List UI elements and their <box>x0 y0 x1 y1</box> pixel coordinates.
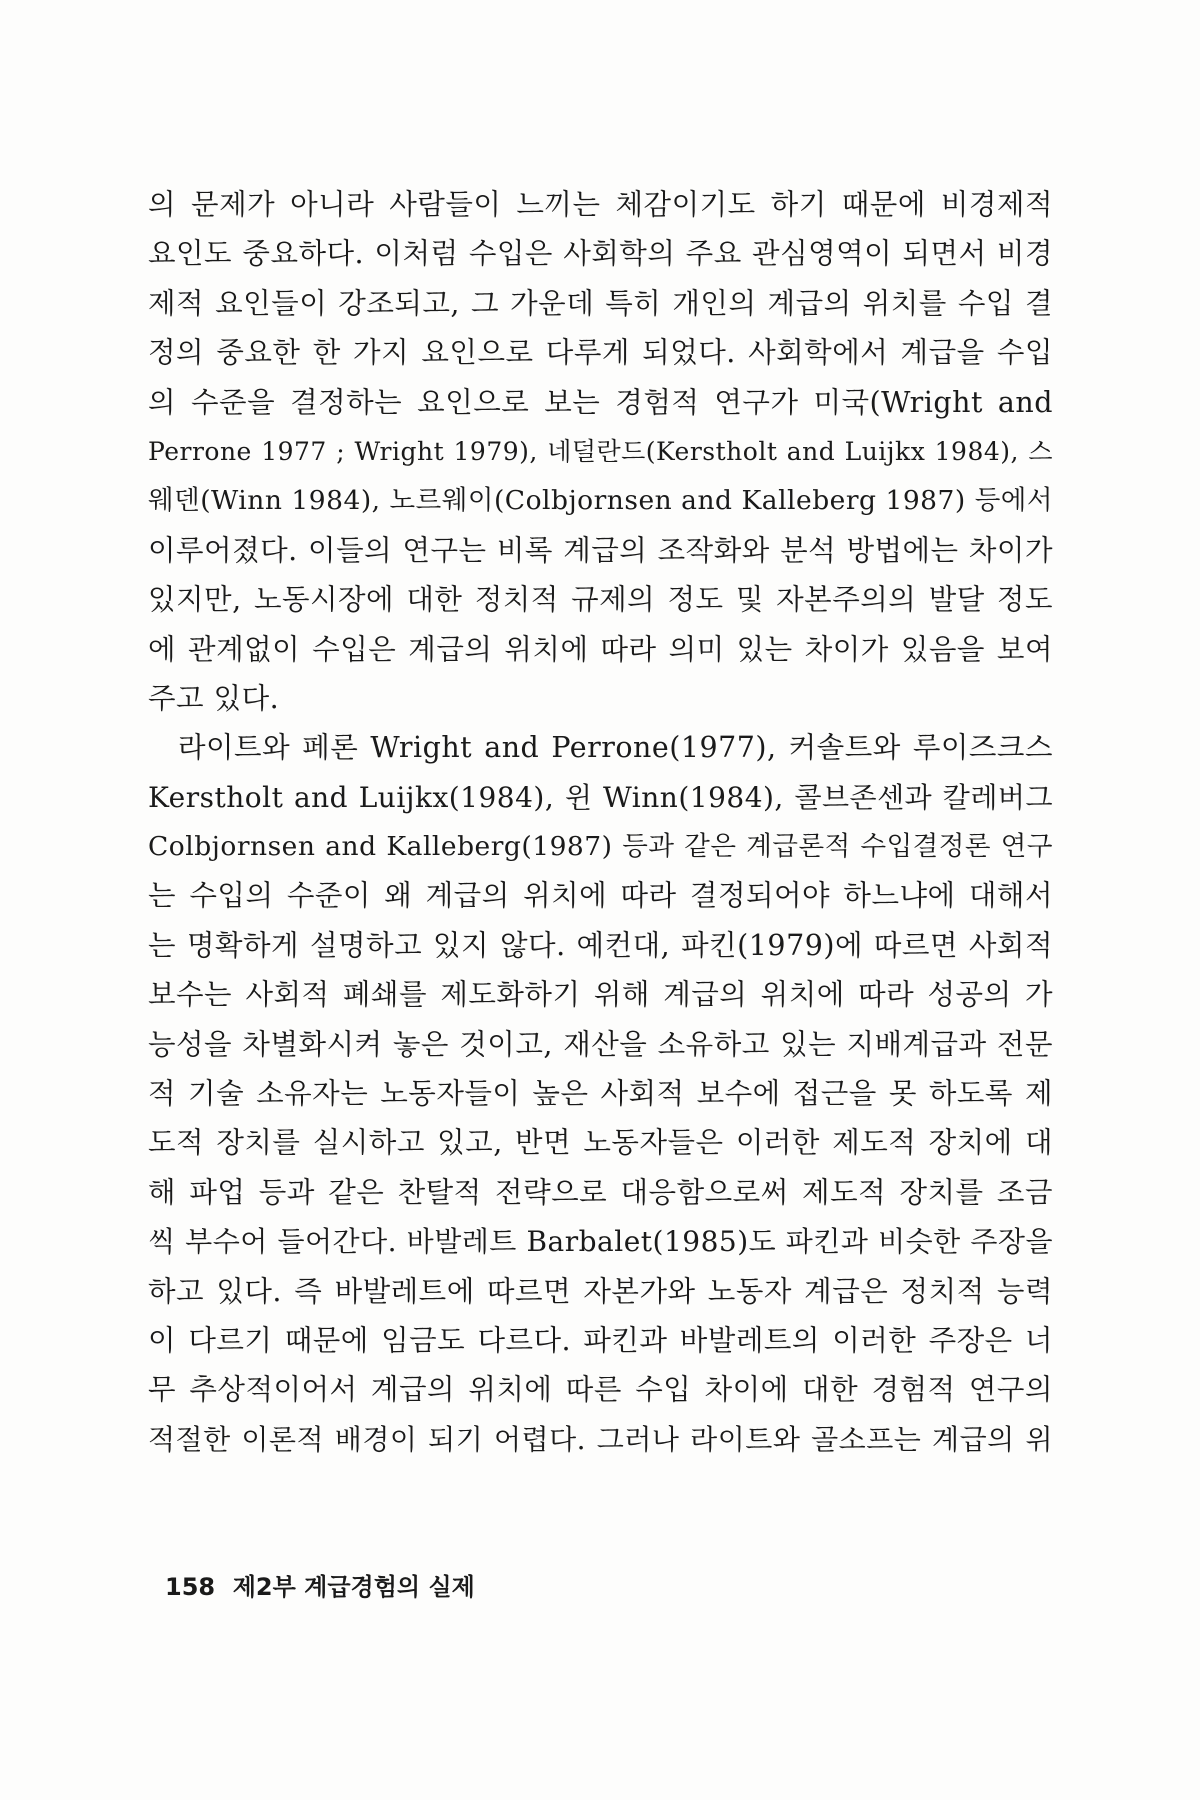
text-line: 씩 부수어 들어간다. 바발레트 Barbalet(1985)도 파킨과 비슷한 주장을 <box>148 1225 1053 1259</box>
text-line: 무 추상적이어서 계급의 위치에 따른 수입 차이에 대한 경험적 연구의 <box>148 1373 1053 1407</box>
text-line: 이루어졌다. 이들의 연구는 비록 계급의 조작화와 분석 방법에는 차이가 <box>148 533 1053 567</box>
text-line: 하고 있다. 즉 바발레트에 따르면 자본가와 노동자 계급은 정치적 능력 <box>148 1274 1053 1308</box>
page-footer <box>165 1567 475 1602</box>
text-line: 적 기술 소유자는 노동자들이 높은 사회적 보수에 접근을 못 하도록 제 <box>148 1077 1053 1111</box>
text-line: 정의 중요한 한 가지 요인으로 다루게 되었다. 사회학에서 계급을 수입 <box>148 336 1053 370</box>
text-line: 의 문제가 아니라 사람들이 느끼는 체감이기도 하기 때문에 비경제적 <box>148 188 1053 221</box>
text-line: Colbjornsen and Kalleberg(1987) 등과 같은 계급론적 수입결정론 연구 <box>148 831 1053 863</box>
text-line: 요인도 중요하다. 이처럼 수입은 사회학의 주요 관심영역이 되면서 비경 <box>148 237 1053 271</box>
text-line: 이 다르기 때문에 임금도 다르다. 파킨과 바발레트의 이러한 주장은 너 <box>148 1323 1053 1357</box>
text-line: 해 파업 등과 같은 찬탈적 전략으로 대응함으로써 제도적 장치를 조금 <box>148 1175 1053 1209</box>
text-line: 도적 장치를 실시하고 있고, 반면 노동자들은 이러한 제도적 장치에 대 <box>148 1126 1053 1160</box>
text-line: Kerstholt and Luijkx(1984), 윈 Winn(1984), 콜브존센과 칼레버그 <box>148 780 1053 814</box>
paragraph-start-line: 라이트와 페론 Wright and Perrone(1977), 커솔트와 루이즈크스 <box>178 731 1053 765</box>
text-line: 에 관계없이 수입은 계급의 위치에 따라 의미 있는 차이가 있음을 보여 <box>148 632 1053 666</box>
text-line: 보수는 사회적 폐쇄를 제도화하기 위해 계급의 위치에 따라 성공의 가 <box>148 978 1053 1012</box>
paragraph-end-line: 주고 있다. <box>148 681 280 715</box>
text-line: Perrone 1977 ; Wright 1979), 네덜란드(Kerstholt and Luijkx 1984), 스 <box>148 436 1053 466</box>
body-text <box>148 180 1053 1464</box>
text-line: 는 수입의 수준이 왜 계급의 위치에 따라 결정되어야 하느냐에 대해서 <box>148 879 1053 913</box>
text-line: 능성을 차별화시켜 놓은 것이고, 재산을 소유하고 있는 지배계급과 전문 <box>148 1027 1053 1061</box>
text-line: 적절한 이론적 배경이 되기 어렵다. 그러나 라이트와 골소프는 계급의 위 <box>148 1422 1053 1456</box>
text-line: 의 수준을 결정하는 요인으로 보는 경험적 연구가 미국(Wright and <box>148 385 1053 419</box>
text-line: 웨덴(Winn 1984), 노르웨이(Colbjornsen and Kalleberg 1987) 등에서 <box>148 485 1053 517</box>
running-head: 제2부 계급경험의 실제 <box>232 1573 475 1601</box>
text-line: 제적 요인들이 강조되고, 그 가운데 특히 개인의 계급의 위치를 수입 결 <box>148 286 1053 320</box>
text-line: 있지만, 노동시장에 대한 정치적 규제의 정도 및 자본주의의 발달 정도 <box>148 583 1053 617</box>
page-number: 158 <box>165 1573 216 1601</box>
text-line: 는 명확하게 설명하고 있지 않다. 예컨대, 파킨(1979)에 따르면 사회적 <box>148 928 1053 962</box>
